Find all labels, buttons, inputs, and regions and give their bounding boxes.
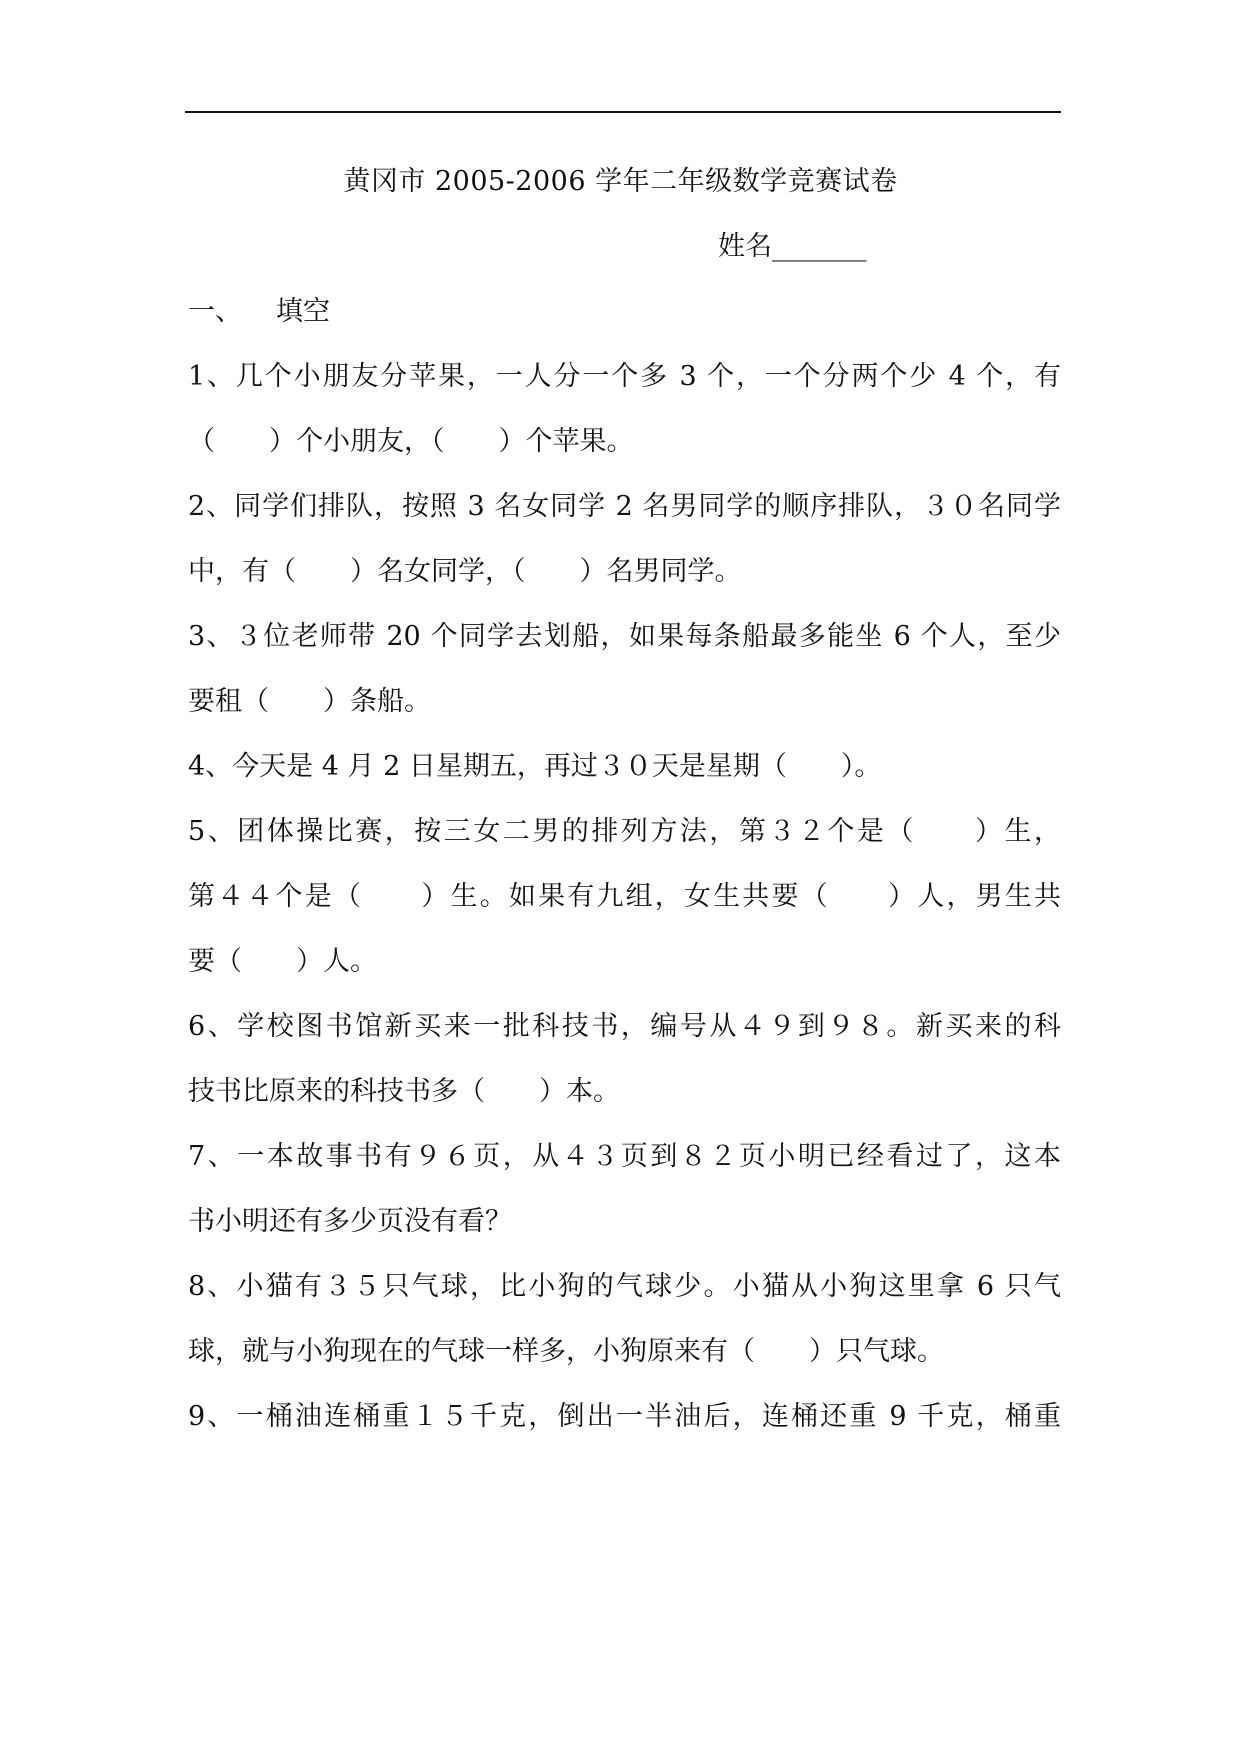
question-line: 技书比原来的科技书多（ ）本。 [188,1076,620,1107]
question-line: 3、３位老师带 20 个同学去划船，如果每条船最多能坐 6 个人，至少 [188,621,1061,652]
question-line: 中，有（ ）名女同学，（ ）名男同学。 [188,556,742,587]
question-5 [188,810,1061,1005]
section-label: 填空 [276,296,330,327]
question-8 [188,1265,1061,1395]
question-line: 1、几个小朋友分苹果，一人分一个多 3 个，一个分两个少 4 个，有 [188,361,1061,392]
question-6 [188,1005,1061,1135]
question-line: （ ）个小朋友，（ ）个苹果。 [188,426,634,457]
question-line: 2、同学们排队，按照 3 名女同学 2 名男同学的顺序排队，３０名同学 [188,491,1061,522]
exam-title: 黄冈市 2005-2006 学年二年级数学竞赛试卷 [343,166,898,197]
question-2 [188,485,1061,615]
question-line: 球，就与小狗现在的气球一样多，小狗原来有（ ）只气球。 [188,1336,944,1367]
question-line: 5、团体操比赛，按三女二男的排列方法，第３２个是（ ）生， [188,816,1061,847]
header-rule [185,111,1061,113]
name-field: 姓名_______ [718,231,867,262]
question-line: 书小明还有多少页没有看？ [188,1206,512,1237]
question-line: 4、今天是 4 月 2 日星期五，再过３０天是星期（ ）。 [188,751,882,782]
question-7 [188,1135,1061,1265]
section-heading [188,290,330,334]
question-line: 第４４个是（ ）生。如果有九组，女生共要（ ）人，男生共 [188,881,1061,912]
question-line: 要租（ ）条船。 [188,686,431,717]
question-1 [188,355,1061,485]
question-line: 9、一桶油连桶重１５千克，倒出一半油后，连桶还重 9 千克，桶重 [188,1401,1061,1432]
question-9 [188,1395,1061,1460]
question-line: 6、学校图书馆新买来一批科技书，编号从４９到９８。新买来的科 [188,1011,1061,1042]
section-number: 一、 [188,296,242,327]
question-line: 要（ ）人。 [188,946,377,977]
question-line: 7、一本故事书有９６页，从４３页到８２页小明已经看过了，这本 [188,1141,1061,1172]
question-4 [188,745,1061,810]
question-line: 8、小猫有３５只气球，比小狗的气球少。小猫从小狗这里拿 6 只气 [188,1271,1061,1302]
question-list [188,355,1061,1460]
question-3 [188,615,1061,745]
